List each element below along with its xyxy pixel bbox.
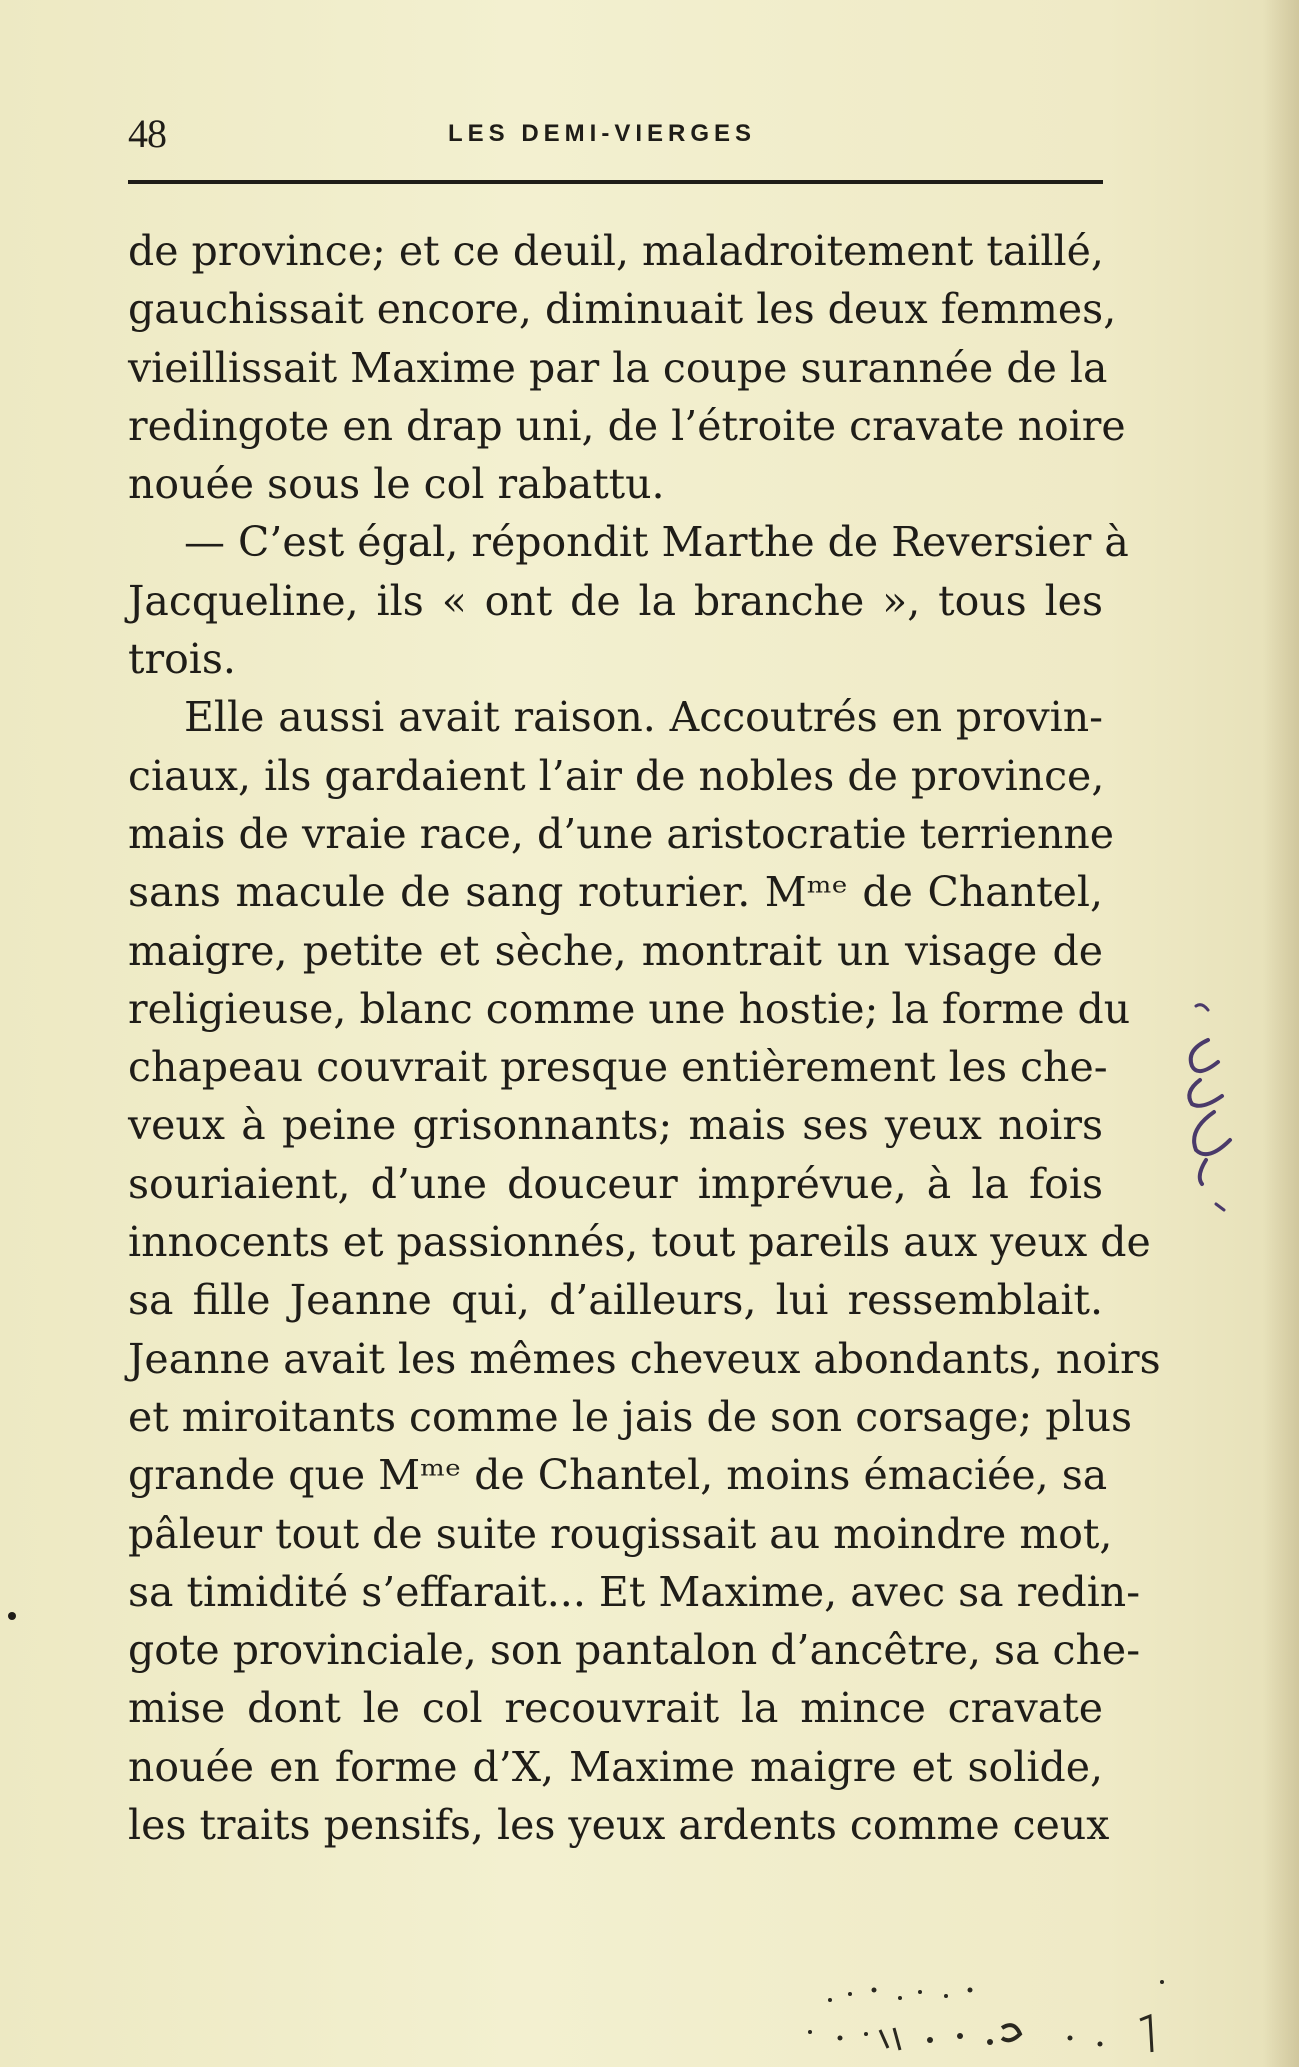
text-line: mais de vraie race, d’une aristocratie terrienne: [128, 809, 1115, 858]
text-line: grande que Mᵐᵉ de Chantel, moins émaciée, sa: [128, 1451, 1108, 1500]
header-rule: [128, 180, 1103, 184]
text-line: veux à peine grisonnants; mais ses yeux noirs: [128, 1101, 1103, 1150]
library-stamp-marks: [770, 1960, 1190, 2060]
text-line: mise dont le col recouvrait la mince cravate: [128, 1684, 1103, 1733]
text-line: maigre, petite et sèche, montrait un visage de: [128, 926, 1103, 975]
text-line: gauchissait encore, diminuait les deux femmes,: [128, 285, 1117, 334]
text-line: de province; et ce deuil, maladroitement taillé,: [128, 227, 1104, 275]
page-edge-shadow: [1263, 0, 1299, 2067]
text-line: sa timidité s’effarait... Et Maxime, avec sa redin-: [128, 1567, 1141, 1616]
body-text: [128, 222, 1161, 1854]
text-line: nouée en forme d’X, Maxime maigre et solide,: [128, 1742, 1103, 1791]
text-line: Jacqueline, ils « ont de la branche », tous les: [128, 576, 1103, 625]
text-line: Jeanne avait les mêmes cheveux abondants, noirs: [128, 1334, 1161, 1383]
page-number: 48: [128, 111, 166, 156]
text-line: redingote en drap uni, de l’étroite cravate noire: [128, 401, 1126, 450]
text-line: pâleur tout de suite rougissait au moindre mot,: [128, 1509, 1113, 1558]
margin-dot: [8, 1612, 16, 1620]
text-line: chapeau couvrait presque entièrement les che-: [128, 1043, 1108, 1092]
text-line: innocents et passionnés, tout pareils aux yeux de: [128, 1218, 1151, 1267]
text-line: souriaient, d’une douceur imprévue, à la fois: [128, 1159, 1103, 1208]
text-line: sa fille Jeanne qui, d’ailleurs, lui ressemblait.: [128, 1276, 1103, 1325]
page-header: [128, 108, 1103, 168]
pencil-margin-mark: [1178, 1000, 1258, 1230]
text-line: nouée sous le col rabattu.: [128, 460, 665, 509]
text-line: sans macule de sang roturier. Mᵐᵉ de Chantel,: [128, 868, 1103, 917]
text-line: et miroitants comme le jais de son corsage; plus: [128, 1392, 1133, 1441]
text-line: gote provinciale, son pantalon d’ancêtre, sa che-: [128, 1626, 1141, 1675]
text-line: religieuse, blanc comme une hostie; la forme du: [128, 984, 1131, 1033]
text-line: vieillissait Maxime par la coupe surannée de la: [128, 343, 1108, 392]
text-line: les traits pensifs, les yeux ardents comme ceux: [128, 1801, 1110, 1850]
text-line: Elle aussi avait raison. Accoutrés en provin-: [184, 693, 1103, 742]
text-line: ciaux, ils gardaient l’air de nobles de province,: [128, 751, 1105, 800]
text-line: trois.: [128, 635, 236, 684]
running-head: LES DEMI-VIERGES: [448, 120, 757, 147]
text-line: — C’est égal, répondit Marthe de Reversier à: [184, 518, 1129, 567]
